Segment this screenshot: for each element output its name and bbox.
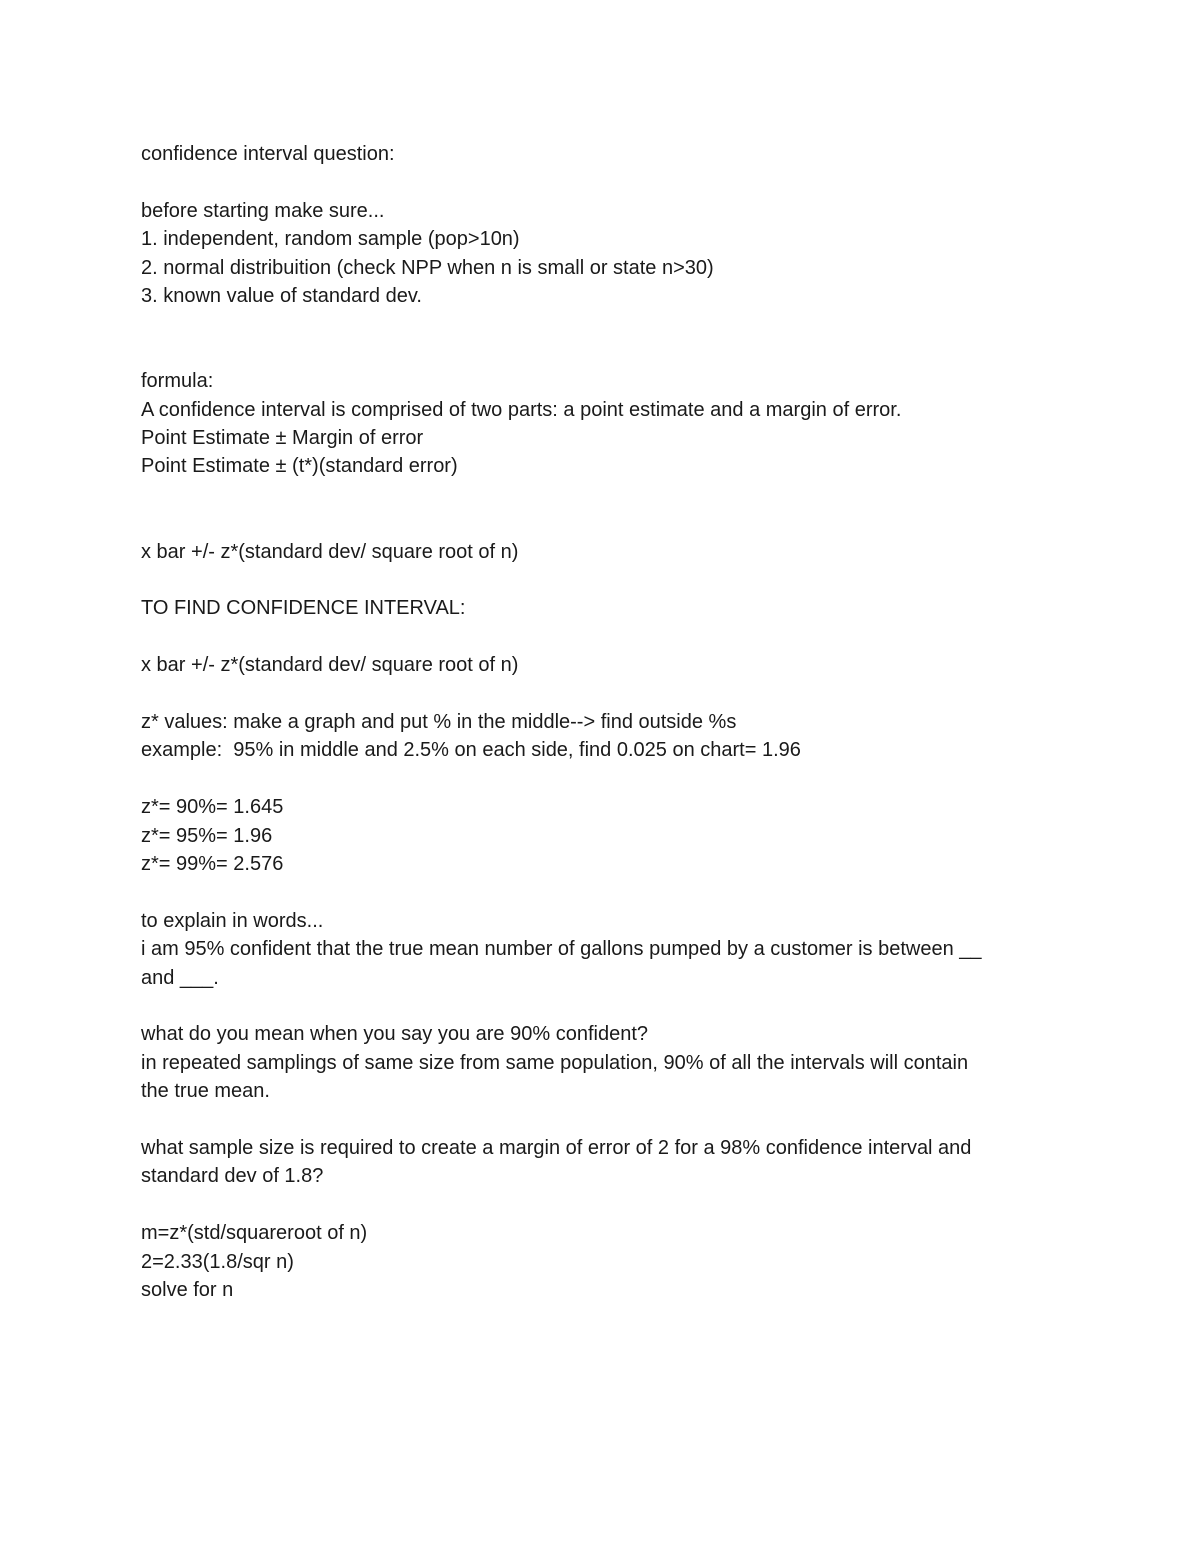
xbar-formula: x bar +/- z*(standard dev/ square root of n) (141, 654, 519, 677)
spacer (141, 509, 1061, 537)
spacer (141, 481, 1061, 509)
spacer (141, 566, 1061, 594)
xbar-formula: x bar +/- z*(standard dev/ square root of n) (141, 540, 519, 563)
prereq-heading: before starting make sure... (141, 199, 385, 222)
formula-line: Point Estimate ± (t*)(standard error) (141, 455, 458, 478)
explain-line: i am 95% confident that the true mean number of gallons pumped by a customer is between __ (141, 938, 982, 961)
spacer (141, 1191, 1061, 1219)
spacer (141, 310, 1061, 338)
zvalue-item: z*= 95%= 1.96 (141, 824, 273, 847)
spacer (141, 680, 1061, 708)
document-body (141, 140, 1061, 1304)
zvalue-item: z*= 90%= 1.645 (141, 796, 284, 819)
explain-heading: to explain in words... (141, 909, 324, 932)
sample-size-question: standard dev of 1.8? (141, 1165, 324, 1188)
solution-step: solve for n (141, 1279, 234, 1302)
formula-line: Point Estimate ± Margin of error (141, 427, 424, 450)
meaning-answer: the true mean. (141, 1080, 270, 1103)
spacer (141, 623, 1061, 651)
spacer (141, 168, 1061, 196)
spacer (141, 1106, 1061, 1134)
prereq-item: 2. normal distribuition (check NPP when n is small or state n>30) (141, 256, 714, 279)
prereq-item: 1. independent, random sample (pop>10n) (141, 228, 520, 251)
meaning-answer: in repeated samplings of same size from same population, 90% of all the intervals will contain (141, 1051, 969, 1074)
formula-description: A confidence interval is comprised of two parts: a point estimate and a margin of error. (141, 398, 902, 421)
formula-heading: formula: (141, 370, 214, 393)
sample-size-question: what sample size is required to create a margin of error of 2 for a 98% confidence interval and (141, 1137, 972, 1160)
zvalues-example: example: 95% in middle and 2.5% on each side, find 0.025 on chart= 1.96 (141, 739, 801, 762)
spacer (141, 992, 1061, 1020)
zvalue-item: z*= 99%= 2.576 (141, 853, 284, 876)
meaning-question: what do you mean when you say you are 90% confident? (141, 1023, 648, 1046)
explain-line: and ___. (141, 966, 219, 989)
document-title: confidence interval question: (141, 143, 395, 165)
spacer (141, 765, 1061, 793)
solution-step: m=z*(std/squareroot of n) (141, 1222, 368, 1245)
spacer (141, 339, 1061, 367)
solution-step: 2=2.33(1.8/sqr n) (141, 1250, 294, 1273)
prereq-item: 3. known value of standard dev. (141, 285, 422, 308)
spacer (141, 878, 1061, 906)
find-ci-heading: TO FIND CONFIDENCE INTERVAL: (141, 597, 466, 620)
zvalues-intro: z* values: make a graph and put % in the middle--> find outside %s (141, 711, 737, 733)
